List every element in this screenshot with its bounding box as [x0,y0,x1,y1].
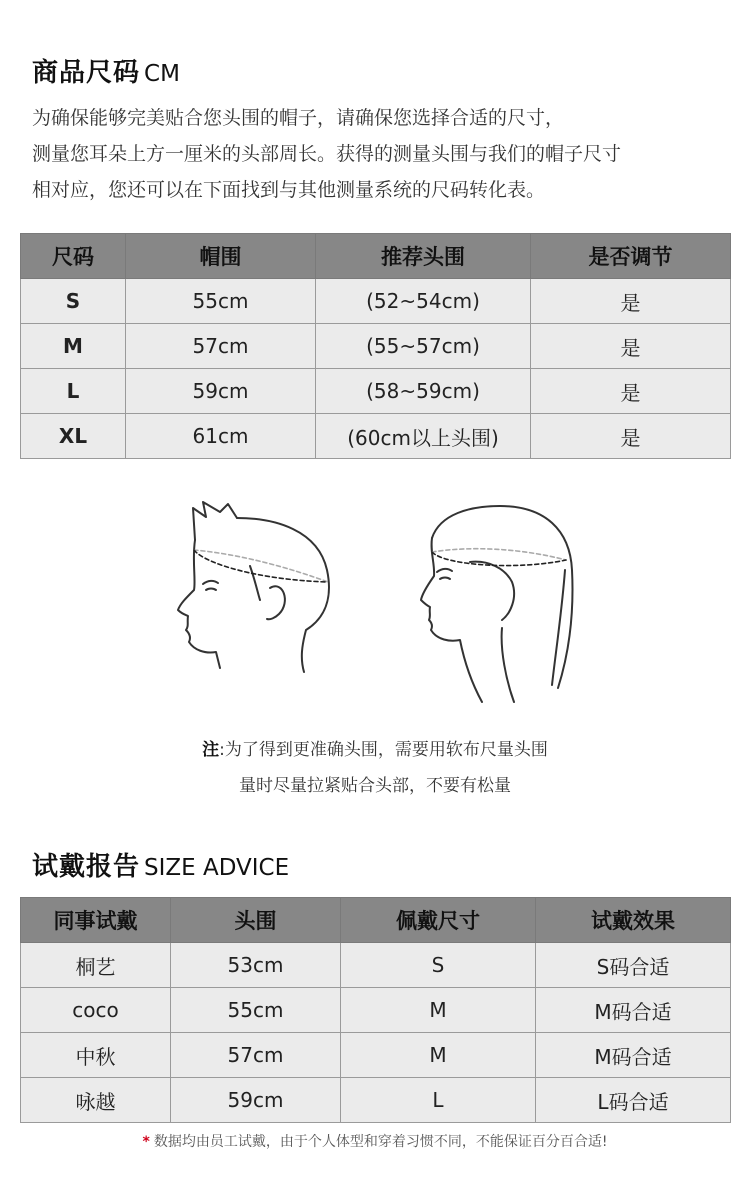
size-table-header: 帽围 [126,234,316,279]
size-table-header: 推荐头围 [316,234,531,279]
head-illustrations [0,490,750,720]
table-cell: L码合适 [536,1078,731,1123]
table-row [21,943,731,988]
advice-section-title-text: 试戴报告 [32,852,141,882]
size-table-header: 尺码 [21,234,126,279]
table-cell: 咏越 [21,1078,171,1123]
table-cell: 57cm [171,1033,341,1078]
female-head-measure-icon [421,506,572,702]
table-row [21,1078,731,1123]
table-cell: 中秋 [21,1033,171,1078]
table-cell: L [21,369,126,414]
disclaimer [0,1131,750,1151]
table-cell: S [21,279,126,324]
table-cell: S码合适 [536,943,731,988]
measure-note [0,735,750,760]
advice-table-header: 头围 [171,898,341,943]
table-cell: 是 [531,279,731,324]
table-cell: 是 [531,414,731,459]
advice-table-header: 同事试戴 [21,898,171,943]
table-row [21,279,731,324]
advice-section-title [32,846,289,883]
advice-table [20,897,731,1123]
table-row [21,414,731,459]
table-cell: (58~59cm) [316,369,531,414]
table-cell: M码合适 [536,1033,731,1078]
table-row [21,1033,731,1078]
advice-table-header: 试戴效果 [536,898,731,943]
table-row [21,988,731,1033]
table-cell: XL [21,414,126,459]
table-cell: M [341,988,536,1033]
table-cell: 59cm [126,369,316,414]
size-table-header: 是否调节 [531,234,731,279]
size-table [20,233,731,459]
advice-table-header-row [21,898,731,943]
male-head-measure-icon [178,502,329,672]
table-cell: 55cm [126,279,316,324]
table-cell: S [341,943,536,988]
measure-note-line2 [0,771,750,796]
table-cell: 53cm [171,943,341,988]
advice-table-header: 佩戴尺寸 [341,898,536,943]
size-section-title [32,52,180,89]
intro-line: 为确保能够完美贴合您头围的帽子，请确保您选择合适的尺寸， [32,107,565,129]
table-cell: M码合适 [536,988,731,1033]
table-cell: coco [21,988,171,1033]
size-section-title-en: CM [144,61,180,87]
asterisk-icon: * [142,1134,150,1150]
table-cell: L [341,1078,536,1123]
size-section-title-text: 商品尺码 [32,58,141,88]
table-cell: M [21,324,126,369]
note-line2: 量时尽量拉紧贴合头部，不要有松量 [239,776,511,796]
table-cell: 59cm [171,1078,341,1123]
table-cell: M [341,1033,536,1078]
size-table-header-row [21,234,731,279]
table-cell: (60cm以上头围) [316,414,531,459]
table-cell: 57cm [126,324,316,369]
disclaimer-text: 数据均由员工试戴，由于个人体型和穿着习惯不同，不能保证百分百合适! [153,1134,608,1150]
note-line1: :为了得到更准确头围，需要用软布尺量头围 [219,740,548,760]
table-cell: 桐艺 [21,943,171,988]
size-intro [32,100,732,208]
table-cell: (52~54cm) [316,279,531,324]
table-cell: 61cm [126,414,316,459]
advice-section-title-en: SIZE ADVICE [144,855,290,881]
intro-line: 相对应，您还可以在下面找到与其他测量系统的尺码转化表。 [32,179,546,201]
table-row [21,324,731,369]
intro-line: 测量您耳朵上方一厘米的头部周长。获得的测量头围与我们的帽子尺寸 [32,143,622,165]
table-cell: 55cm [171,988,341,1033]
table-cell: 是 [531,369,731,414]
table-row [21,369,731,414]
note-label: 注 [202,740,220,760]
table-cell: 是 [531,324,731,369]
table-cell: (55~57cm) [316,324,531,369]
